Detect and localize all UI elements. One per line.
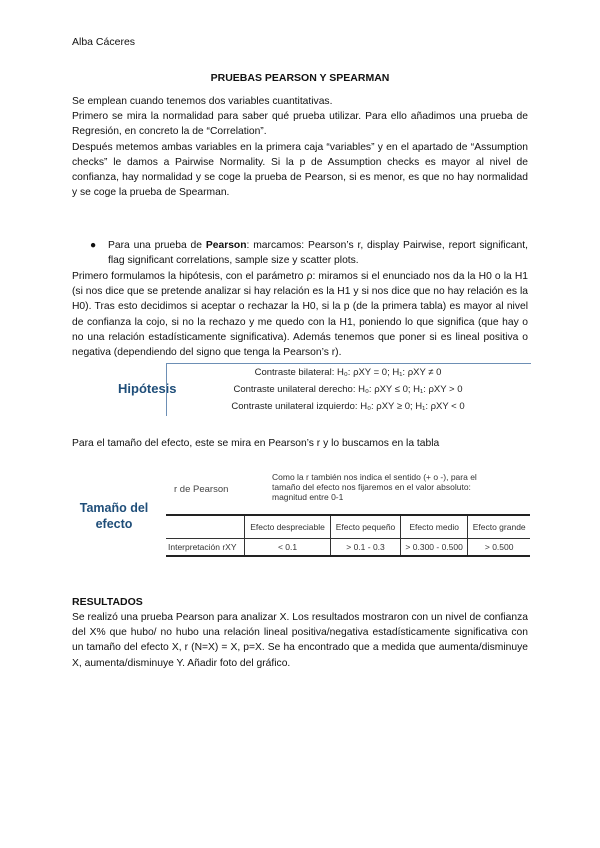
effect-header-cell: Efecto grande [468,515,530,539]
results-heading: RESULTADOS [72,596,143,608]
hypothesis-figure-label: Hipótesis [118,381,177,396]
author-name: Alba Cáceres [72,36,136,48]
effect-row-cell: < 0.1 [245,539,331,557]
effect-table-header [166,515,530,539]
effect-note: Como la r también nos indica el sentido (+ o -), para el tamaño del efecto nos fijaremos en el valor absoluto: magnitud entre 0-1 [272,472,477,502]
effect-row-cell: Interpretación rXY [166,539,245,557]
effect-table-row [166,539,530,557]
hypothesis-paragraph: Primero formulamos la hipótesis, con el parámetro ρ: miramos si el enunciado nos da la H0 o la H1 (si nos dice que se pretende analizar si hay relación es la H1 y si nos dice que no hay relación es la H0). Tras esto decidimos si aceptar o rechazar la H0, si la p (de la primera tabla) es mayor al nivel de confianza la cojo, si no la rechazo y me quedo con la H1, poniendo lo que significa (que hay o no una relación estadísticamente significativa). Además tenemos que poner si es lineal positiva o negativa (dependiendo del signo que tenga la Pearson’s r). [72,271,528,359]
intro-section [72,94,528,200]
effect-header-cell: Efecto medio [400,515,467,539]
intro-paragraph-2: Primero se mira la normalidad para saber qué prueba utilizar. Para ello añadimos una prueba de Regresión, en concreto la de “Correlation”. [72,111,528,138]
hypothesis-bilateral: Contraste bilateral: H₀: ρXY = 0; H₁: ρXY ≠ 0 [254,367,442,378]
effect-r-label: r de Pearson [174,484,229,495]
effect-header-cell [166,515,245,539]
bullet-dot: ● [90,240,97,251]
effect-table [166,514,530,557]
pearson-bullet [90,238,528,268]
effect-figure-label: Tamaño del efecto [79,501,149,531]
effect-header-cell: Efecto pequeño [331,515,401,539]
effect-row-cell: > 0.500 [468,539,530,557]
effect-row-cell: > 0.300 - 0.500 [400,539,467,557]
effect-row-cell: > 0.1 - 0.3 [331,539,401,557]
effect-header-cell: Efecto despreciable [245,515,331,539]
effect-intro: Para el tamaño del efecto, este se mira en Pearson’s r y lo buscamos en la tabla [72,438,440,449]
results-paragraph: Se realizó una prueba Pearson para analizar X. Los resultados mostraron con un nivel de confianza del X% que hubo/ no hubo una relación lineal positiva/negativa estadísticamente significativa con un tamaño del efecto X, r (N=X) = X, p=X. Se ha encontrado que a medida que aumenta/disminuye X, aumenta/disminuye Y. Añadir foto del gráfico. [72,612,528,669]
intro-paragraph-3: Después metemos ambas variables en la primera caja “variables” y en el apartado de “Assumption checks” le damos a Pairwise Normality. Si la p de Assumption checks es mayor al nivel de confianza, hay normalidad y se coge la prueba de Pearson, si es menor, es que no hay normalidad y se coge la prueba de Spearman. [72,141,528,199]
effect-figure [166,472,532,560]
intro-paragraph-1: Se emplean cuando tenemos dos variables cuantitativas. [72,96,333,107]
page-title: PRUEBAS PEARSON Y SPEARMAN [210,72,390,84]
hypothesis-right: Contraste unilateral derecho: H₀: ρXY ≤ 0; H₁: ρXY > 0 [233,384,463,395]
hypothesis-left: Contraste unilateral izquierdo: H₀: ρXY ≥ 0; H₁: ρXY < 0 [231,401,465,412]
bullet-text: Para una prueba de Pearson: marcamos: Pearson’s r, display Pairwise, report significant, flag significant correlations, sample size y scatter plots. [108,240,528,267]
